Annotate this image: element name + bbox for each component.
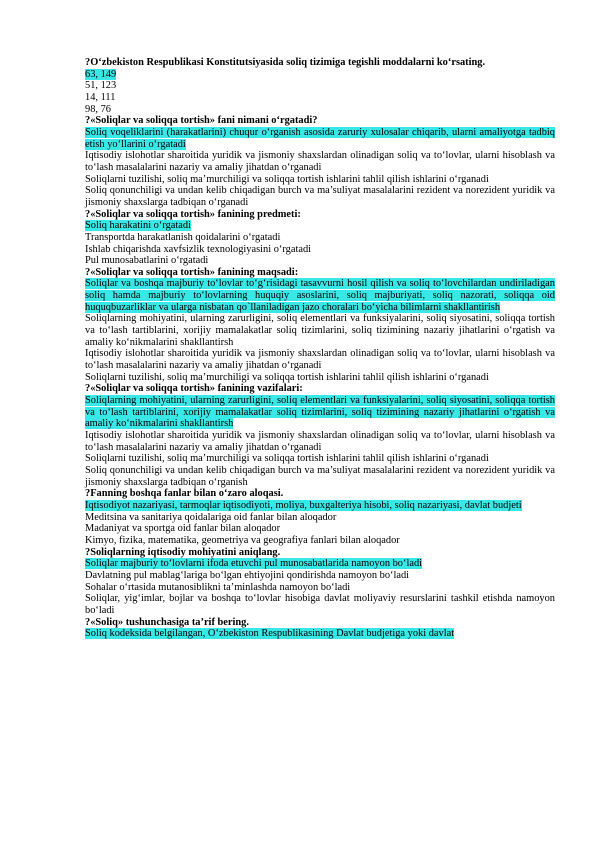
answer-highlight: Soliq voqeliklarini (harakatlarini) chuqur o‘rganish asosida zaruriy xulosalar chiqarib, ularni amaliyotga tadbiq etish yo‘llarini o‘rgatadi [85, 126, 555, 150]
answer-highlight: Soliqlar va boshqa majburiy to‘lovlar to‘g‘risidagi tasavvurni hosil qilish va soliq to‘lovchilardan undiriladigan soliq hamda majburiy to‘lovlarning huquqiy asoslarini, soliq majburiyati, soliq nazorati, soliqqa oid huquqbuzarliklar va ularga nisbatan qo`llaniladigan jazo choralari bo‘yicha bilimlarni shakllantirish [85, 278, 555, 313]
correct-answer [85, 278, 555, 313]
answer-option: Soliqlarni tuzilishi, soliq ma’murchiligi va soliqqa tortish ishlarini tahlil qilish ishlarini o‘rganadi [85, 453, 489, 465]
answer-option: Ishlab chiqarishda xavfsizlik texnologiyasini o‘rgatadi [85, 243, 312, 255]
answer-option: Iqtisodiy islohotlar sharoitida yuridik va jismoniy shaxslardan olinadigan soliq va to‘lovlar, ularni hisoblash va to‘lash masalalarini nazariy va amaliy jihatdan o‘rganadi [85, 150, 555, 173]
answer-highlight: Soliq harakatini o‘rgatadi [85, 220, 191, 232]
correct-answer [85, 500, 555, 512]
answer-option: Soliqlarni tuzilishi, soliq ma’murchiligi va soliqqa tortish ishlarini tahlil qilish ishlarini o‘rganadi [85, 371, 489, 383]
answer-option: Madaniyat va sportga oid fanlar bilan aloqador [85, 523, 281, 535]
correct-answer [85, 220, 555, 232]
answer-highlight: Soliqlar majburiy to‘lovlarni ifoda etuvchi pul munosabatlarida namoyon bo‘ladi [85, 558, 423, 570]
answer-highlight: Soliq kodeksida belgilangan, O‘zbekiston Respublikasining Davlat budjetiga yoki davlat [85, 628, 455, 640]
question-text: ?«Soliqlar va soliqqa tortish» fani nimani o‘rgatadi? [85, 115, 318, 127]
question-text: ?Fanning boshqa fanlar bilan o‘zaro aloqasi. [85, 488, 284, 500]
answer-option: Soliqlarning mohiyatini, ularning zarurligini, soliq elementlari va funksiyalarini, soliq siyosatini, soliqqa tortish va to‘lash tartiblarini, xorijiy mamalakatlar soliq tizimlarini, soliq tizimining nazariy jihatlarini o‘rgatish va amaliy ko‘nikmalarini shakllantirsh [85, 313, 555, 348]
document-page [85, 57, 555, 640]
answer-highlight: Soliqlarning mohiyatini, ularning zarurligini, soliq elementlari va funksiyalarini, soliq siyosatini, soliqqa tortish va to‘lash tartiblarini, xorijiy mamalakatlar soliq tizimlarini, soliq tizimining nazariy jihatlarini o‘rgatish va amaliy ko‘nikmalarini shakllantirsh [85, 395, 555, 430]
correct-answer [85, 628, 555, 640]
question-text: ?Soliqlarning iqtisodiy mohiyatini aniqlang. [85, 546, 281, 558]
answer-option: Soliq qonunchiligi va undan kelib chiqadigan burch va ma’suliyat masalalarini rezident va norezident yuridik va jismoniy shaxslarga tadbiqan o‘rganish [85, 464, 555, 488]
correct-answer [85, 69, 555, 81]
question-text: ?«Soliqlar va soliqqa tortish» fanining predmeti: [85, 208, 301, 220]
correct-answer [85, 558, 555, 570]
question-text: ?«Soliq» tushunchasiga ta’rif bering. [85, 616, 249, 628]
answer-option: Iqtisodiy islohotlar sharoitida yuridik va jismoniy shaxslardan olinadigan soliq va to‘lovlar, ularni hisoblash va to‘lash masalalarini nazariy va amaliy jihatdan o‘rganadi [85, 430, 555, 453]
question-text: ?O‘zbekiston Respublikasi Konstitutsiyasida soliq tizimiga tegishli moddalarni ko‘rsating. [85, 57, 486, 68]
correct-answer [85, 127, 555, 150]
answer-option: Iqtisodiy islohotlar sharoitida yuridik va jismoniy shaxslardan olinadigan soliq va to‘lovlar, ularni hisoblash va to‘lash masalalarini nazariy va amaliy jihatdan o‘rganadi [85, 348, 555, 372]
answer-option: 51, 123 [85, 80, 117, 92]
question-text: ?«Soliqlar va soliqqa tortish» fanining vazifalari: [85, 383, 303, 395]
answer-option: Pul munosabatlarini o‘rgatadi [85, 255, 209, 267]
answer-option: Davlatning pul mablag‘lariga bo‘lgan ehtiyojini qondirishda namoyon bo‘ladi [85, 569, 410, 581]
answer-option: 98, 76 [85, 103, 111, 115]
document-content [85, 57, 555, 640]
answer-highlight: Iqtisodiyot nazariyasi, tarmoqlar iqtisodiyoti, moliya, buxgalteriya hisobi, soliq nazariyasi, davlat budjeti [85, 499, 522, 511]
answer-option: Transportda harakatlanish qoidalarini o‘rgatadi [85, 231, 281, 243]
answer-option: Soliqlarni tuzilishi, soliq ma’murchiligi va soliqqa tortish ishlarini tahlil qilish ishlarini o‘rganadi [85, 173, 489, 185]
answer-option: Meditsina va sanitariya qoidalariga oid fanlar bilan aloqador [85, 511, 337, 523]
answer-option: Kimyo, fizika, matematika, geometriya va geografiya fanlari bilan aloqador [85, 534, 400, 546]
answer-option: Soliqlar, yig‘imlar, bojlar va boshqa to‘lovlar hisobiga davlat moliyaviy resurslarini tashkil etishda namoyon bo‘ladi [85, 593, 555, 616]
answer-option: 14, 111 [85, 91, 116, 103]
answer-option: Sohalar o‘rtasida mutanosiblikni ta’minlashda namoyon bo‘ladi [85, 581, 351, 593]
answer-highlight: 63, 149 [85, 68, 117, 80]
answer-option: Soliq qonunchiligi va undan kelib chiqadigan burch va ma’suliyat masalalarini rezident va norezident yuridik va jismoniy shaxslarga tadbiqan o‘rganadi [85, 185, 555, 208]
question-text: ?«Soliqlar va soliqqa tortish» fanining maqsadi: [85, 266, 299, 278]
correct-answer [85, 395, 555, 430]
